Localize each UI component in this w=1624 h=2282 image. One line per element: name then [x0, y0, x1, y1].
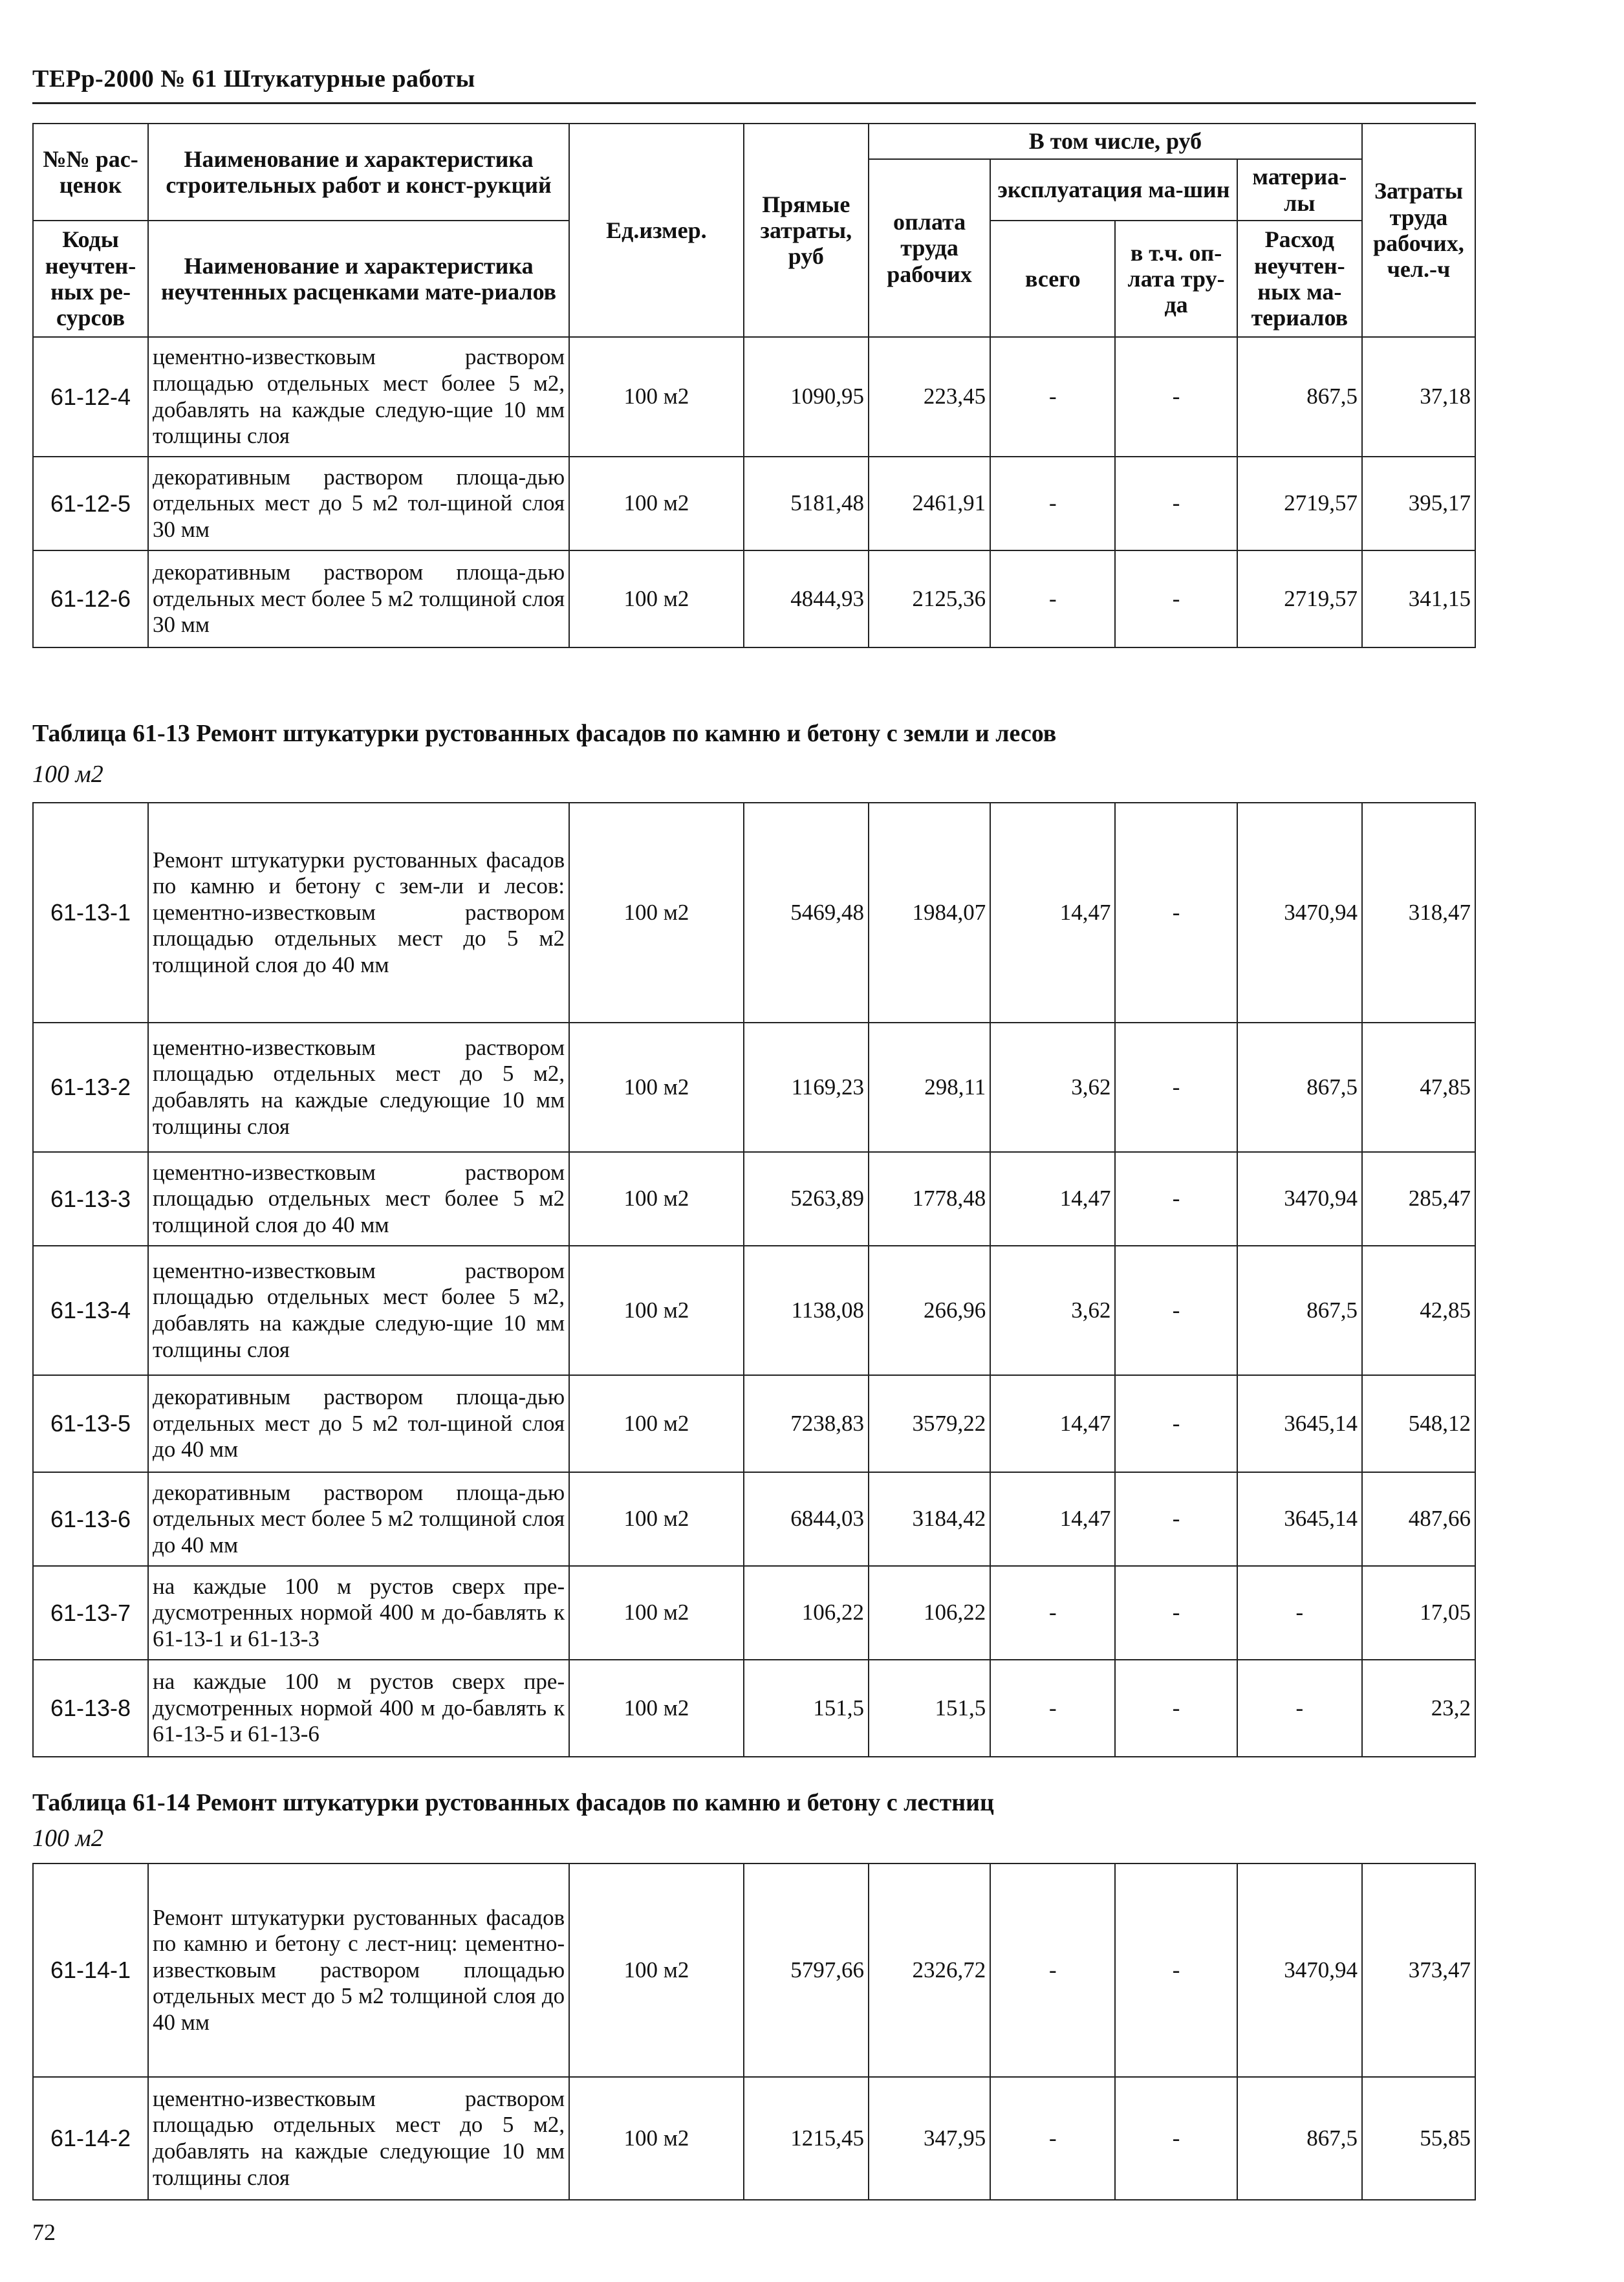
machines-total: -	[990, 457, 1115, 550]
table-row	[33, 337, 1475, 457]
machines-wage: -	[1115, 337, 1237, 457]
work-description: цементно-известковым раствором площадью отдельных мест более 5 м2, добавлять на каждые следую-щие 10 мм толщины слоя	[148, 337, 569, 457]
workers-wage: 1984,07	[869, 803, 990, 1023]
header-code-top: №№ рас-ценок	[33, 124, 148, 221]
rate-code: 61-13-1	[33, 803, 148, 1023]
rate-code: 61-12-5	[33, 457, 148, 550]
workers-wage: 2125,36	[869, 550, 990, 647]
header-name-top: Наименование и характеристика строительных работ и конст-рукций	[148, 124, 569, 221]
header-name-bottom: Наименование и характеристика неучтенных расценками мате-риалов	[148, 221, 569, 337]
direct-costs: 1090,95	[744, 337, 869, 457]
work-description: Ремонт штукатурки рустованных фасадов по камню и бетону с зем-ли и лесов: цементно-известковым раствором площадью отдельных мест до 5 м2 толщиной слоя до 40 мм	[148, 803, 569, 1023]
labor-costs: 55,85	[1362, 2077, 1475, 2200]
table-title-61-14: Таблица 61-14 Ремонт штукатурки рустованных фасадов по камню и бетону с лестниц	[32, 1789, 994, 1816]
materials-cost: 2719,57	[1237, 550, 1362, 647]
rate-code: 61-13-2	[33, 1023, 148, 1152]
workers-wage: 106,22	[869, 1566, 990, 1660]
header-machines-group: эксплуатация ма-шин	[990, 159, 1237, 221]
materials-cost: 3470,94	[1237, 1152, 1362, 1246]
unit-of-measure: 100 м2	[569, 1660, 744, 1757]
header-machines-wage: в т.ч. оп-лата тру-да	[1115, 221, 1237, 337]
machines-total: 14,47	[990, 803, 1115, 1023]
workers-wage: 347,95	[869, 2077, 990, 2200]
page-number: 72	[32, 2219, 56, 2245]
table-title-61-13: Таблица 61-13 Ремонт штукатурки рустованных фасадов по камню и бетону с земли и лесов	[32, 720, 1057, 747]
materials-cost: 3470,94	[1237, 803, 1362, 1023]
machines-wage: -	[1115, 1472, 1237, 1566]
table-row	[33, 1375, 1475, 1472]
work-description: на каждые 100 м рустов сверх пре-дусмотренных нормой 400 м до-бавлять к 61-13-5 и 61-13-6	[148, 1660, 569, 1757]
rates-table-61-14	[32, 1863, 1476, 2200]
work-description: на каждые 100 м рустов сверх пре-дусмотренных нормой 400 м до-бавлять к 61-13-1 и 61-13-3	[148, 1566, 569, 1660]
table-unit-61-13: 100 м2	[32, 761, 103, 788]
workers-wage: 266,96	[869, 1246, 990, 1375]
rates-table-61-13	[32, 802, 1476, 1757]
direct-costs: 1138,08	[744, 1246, 869, 1375]
header-materials-top: материа-лы	[1237, 159, 1362, 221]
header-rule	[32, 102, 1476, 104]
machines-total: -	[990, 1566, 1115, 1660]
labor-costs: 373,47	[1362, 1864, 1475, 2077]
machines-wage: -	[1115, 1375, 1237, 1472]
direct-costs: 5181,48	[744, 457, 869, 550]
machines-total: -	[990, 337, 1115, 457]
workers-wage: 3184,42	[869, 1472, 990, 1566]
labor-costs: 341,15	[1362, 550, 1475, 647]
unit-of-measure: 100 м2	[569, 337, 744, 457]
materials-cost: 3470,94	[1237, 1864, 1362, 2077]
machines-wage: -	[1115, 1660, 1237, 1757]
rate-code: 61-13-7	[33, 1566, 148, 1660]
machines-total: -	[990, 550, 1115, 647]
header-machines-total: всего	[990, 221, 1115, 337]
machines-total: 3,62	[990, 1023, 1115, 1152]
work-description: Ремонт штукатурки рустованных фасадов по камню и бетону с лест-ниц: цементно-известковым раствором площадью отдельных мест до 5 м2 толщиной слоя до 40 мм	[148, 1864, 569, 2077]
rate-code: 61-14-2	[33, 2077, 148, 2200]
table-row	[33, 1864, 1475, 2077]
workers-wage: 2326,72	[869, 1864, 990, 2077]
table-unit-61-14: 100 м2	[32, 1825, 103, 1852]
rate-code: 61-13-6	[33, 1472, 148, 1566]
unit-of-measure: 100 м2	[569, 1864, 744, 2077]
workers-wage: 3579,22	[869, 1375, 990, 1472]
table-row	[33, 1246, 1475, 1375]
unit-of-measure: 100 м2	[569, 1152, 744, 1246]
machines-wage: -	[1115, 457, 1237, 550]
machines-wage: -	[1115, 1152, 1237, 1246]
machines-wage: -	[1115, 1023, 1237, 1152]
direct-costs: 4844,93	[744, 550, 869, 647]
machines-total: 14,47	[990, 1152, 1115, 1246]
rate-code: 61-13-5	[33, 1375, 148, 1472]
table-row	[33, 1023, 1475, 1152]
work-description: цементно-известковым раствором площадью отдельных мест более 5 м2, добавлять на каждые следую-щие 10 мм толщины слоя	[148, 1246, 569, 1375]
unit-of-measure: 100 м2	[569, 550, 744, 647]
labor-costs: 395,17	[1362, 457, 1475, 550]
machines-total: 14,47	[990, 1375, 1115, 1472]
machines-wage: -	[1115, 550, 1237, 647]
workers-wage: 2461,91	[869, 457, 990, 550]
labor-costs: 285,47	[1362, 1152, 1475, 1246]
header-code-bottom: Коды неучтен-ных ре-сурсов	[33, 221, 148, 337]
direct-costs: 7238,83	[744, 1375, 869, 1472]
table-row	[33, 1472, 1475, 1566]
machines-total: -	[990, 1660, 1115, 1757]
machines-wage: -	[1115, 803, 1237, 1023]
workers-wage: 1778,48	[869, 1152, 990, 1246]
workers-wage: 298,11	[869, 1023, 990, 1152]
header-including-group: В том числе, руб	[869, 124, 1362, 159]
machines-wage: -	[1115, 1246, 1237, 1375]
table-row	[33, 1660, 1475, 1757]
labor-costs: 17,05	[1362, 1566, 1475, 1660]
direct-costs: 6844,03	[744, 1472, 869, 1566]
machines-wage: -	[1115, 2077, 1237, 2200]
machines-wage: -	[1115, 1864, 1237, 2077]
header-materials-bottom: Расход неучтен-ных ма-териалов	[1237, 221, 1362, 337]
unit-of-measure: 100 м2	[569, 457, 744, 550]
direct-costs: 5469,48	[744, 803, 869, 1023]
labor-costs: 318,47	[1362, 803, 1475, 1023]
table-row	[33, 1152, 1475, 1246]
table-row	[33, 2077, 1475, 2200]
direct-costs: 1215,45	[744, 2077, 869, 2200]
table-row	[33, 550, 1475, 647]
rate-code: 61-12-4	[33, 337, 148, 457]
table-row	[33, 803, 1475, 1023]
table-row	[33, 457, 1475, 550]
work-description: декоративным раствором площа-дью отдельных мест до 5 м2 тол-щиной слоя до 40 мм	[148, 1375, 569, 1472]
labor-costs: 487,66	[1362, 1472, 1475, 1566]
direct-costs: 1169,23	[744, 1023, 869, 1152]
rates-table-61-12	[32, 123, 1476, 648]
materials-cost: 2719,57	[1237, 457, 1362, 550]
workers-wage: 151,5	[869, 1660, 990, 1757]
labor-costs: 42,85	[1362, 1246, 1475, 1375]
rate-code: 61-13-8	[33, 1660, 148, 1757]
unit-of-measure: 100 м2	[569, 1375, 744, 1472]
unit-of-measure: 100 м2	[569, 1023, 744, 1152]
work-description: декоративным раствором площа-дью отдельных мест более 5 м2 толщиной слоя до 40 мм	[148, 1472, 569, 1566]
machines-total: 14,47	[990, 1472, 1115, 1566]
unit-of-measure: 100 м2	[569, 803, 744, 1023]
work-description: цементно-известковым раствором площадью отдельных мест до 5 м2, добавлять на каждые следующие 10 мм толщины слоя	[148, 2077, 569, 2200]
unit-of-measure: 100 м2	[569, 2077, 744, 2200]
materials-cost: 867,5	[1237, 1246, 1362, 1375]
unit-of-measure: 100 м2	[569, 1566, 744, 1660]
machines-wage: -	[1115, 1566, 1237, 1660]
machines-total: -	[990, 2077, 1115, 2200]
header-unit: Ед.измер.	[569, 124, 744, 337]
machines-total: 3,62	[990, 1246, 1115, 1375]
work-description: цементно-известковым раствором площадью отдельных мест до 5 м2, добавлять на каждые следующие 10 мм толщины слоя	[148, 1023, 569, 1152]
rate-code: 61-14-1	[33, 1864, 148, 2077]
header-wage: оплата труда рабочих	[869, 159, 990, 337]
table-row	[33, 1566, 1475, 1660]
work-description: декоративным раствором площа-дью отдельных мест до 5 м2 тол-щиной слоя 30 мм	[148, 457, 569, 550]
workers-wage: 223,45	[869, 337, 990, 457]
unit-of-measure: 100 м2	[569, 1472, 744, 1566]
labor-costs: 37,18	[1362, 337, 1475, 457]
work-description: цементно-известковым раствором площадью отдельных мест более 5 м2 толщиной слоя до 40 мм	[148, 1152, 569, 1246]
page-header: ТЕРр-2000 № 61 Штукатурные работы	[32, 65, 475, 92]
header-labor: Затраты труда рабочих, чел.-ч	[1362, 124, 1475, 337]
direct-costs: 106,22	[744, 1566, 869, 1660]
machines-total: -	[990, 1864, 1115, 2077]
unit-of-measure: 100 м2	[569, 1246, 744, 1375]
materials-cost: 867,5	[1237, 2077, 1362, 2200]
materials-cost: -	[1237, 1660, 1362, 1757]
rate-code: 61-13-3	[33, 1152, 148, 1246]
labor-costs: 23,2	[1362, 1660, 1475, 1757]
direct-costs: 5797,66	[744, 1864, 869, 2077]
rate-code: 61-13-4	[33, 1246, 148, 1375]
header-direct-costs: Прямые затраты, руб	[744, 124, 869, 337]
direct-costs: 151,5	[744, 1660, 869, 1757]
work-description: декоративным раствором площа-дью отдельных мест более 5 м2 толщиной слоя 30 мм	[148, 550, 569, 647]
materials-cost: 867,5	[1237, 1023, 1362, 1152]
materials-cost: 867,5	[1237, 337, 1362, 457]
materials-cost: -	[1237, 1566, 1362, 1660]
labor-costs: 548,12	[1362, 1375, 1475, 1472]
direct-costs: 5263,89	[744, 1152, 869, 1246]
labor-costs: 47,85	[1362, 1023, 1475, 1152]
rate-code: 61-12-6	[33, 550, 148, 647]
materials-cost: 3645,14	[1237, 1472, 1362, 1566]
materials-cost: 3645,14	[1237, 1375, 1362, 1472]
